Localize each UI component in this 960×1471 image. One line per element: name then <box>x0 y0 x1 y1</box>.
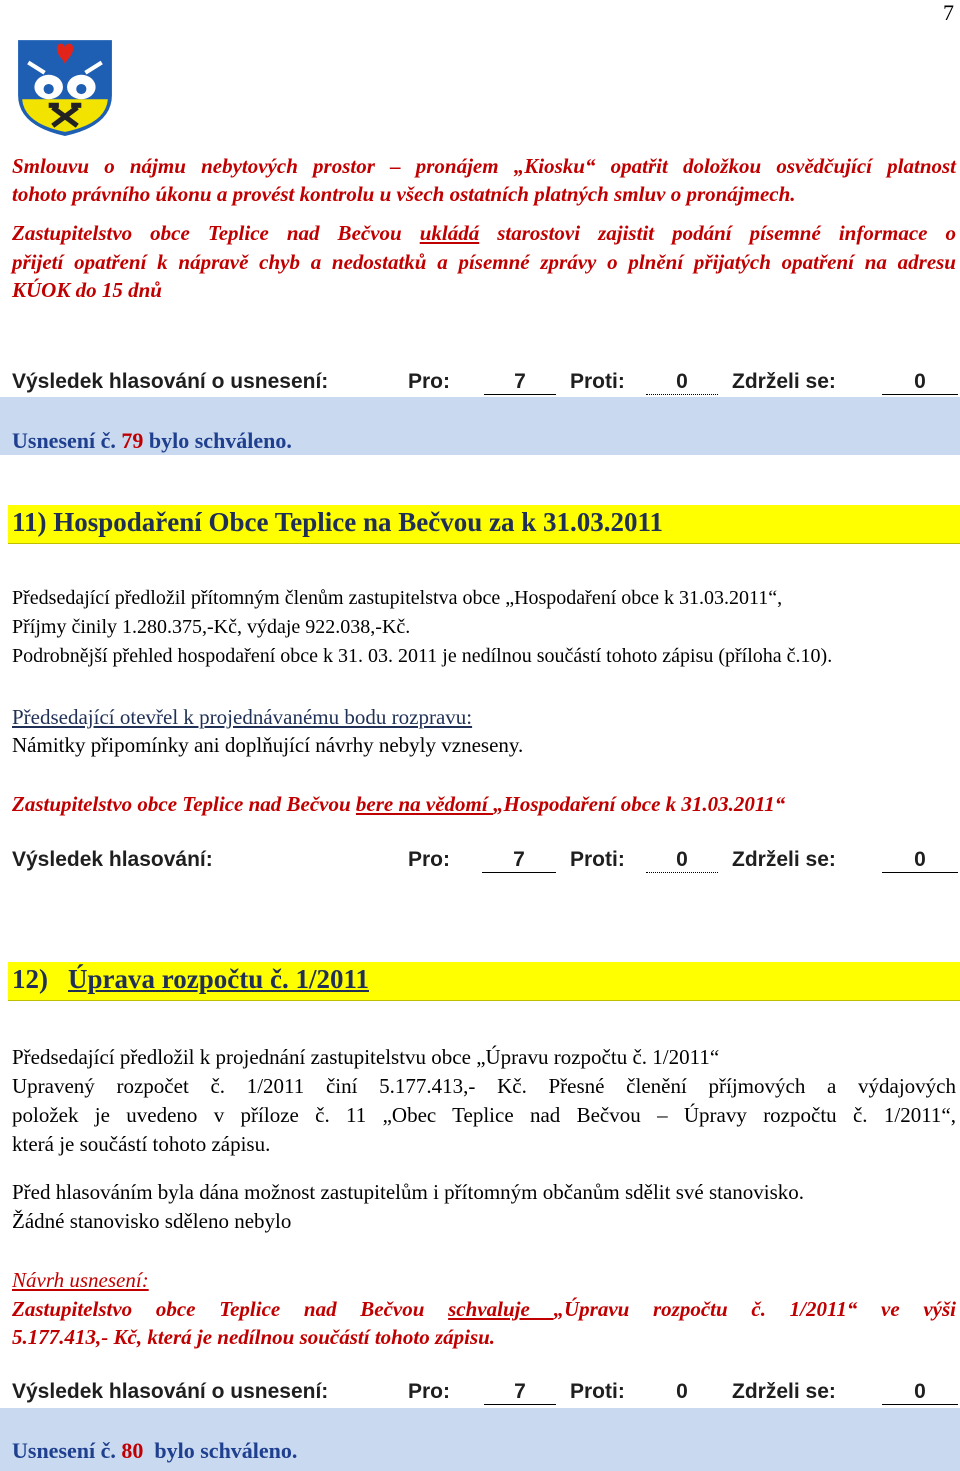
zdrzeli-count: 0 <box>882 848 958 873</box>
resolution-prefix: Usnesení č. <box>12 428 116 453</box>
zdrzeli-count: 0 <box>882 370 958 395</box>
decision-verb: bere na vědomí <box>355 792 493 816</box>
proti-label: Proti: <box>570 848 625 871</box>
pro-count: 7 <box>482 848 556 873</box>
resolution-suffix: bylo schváleno. <box>154 1438 298 1463</box>
zdrzeli-label: Zdrželi se: <box>732 1380 836 1403</box>
proposal-heading: Návrh usnesení: <box>12 1268 149 1292</box>
section-12-heading <box>12 964 369 995</box>
decision-object: „Hospodaření obce k 31.03.2011“ <box>492 792 786 816</box>
proposal-verb: schvaluje <box>448 1297 554 1321</box>
pro-label: Pro: <box>408 370 450 393</box>
resolution-79 <box>12 428 292 454</box>
proti-count: 0 <box>676 1380 688 1403</box>
zdrzeli-label: Zdrželi se: <box>732 370 836 393</box>
section-12-title: Úprava rozpočtu č. 1/2011 <box>68 964 369 994</box>
proposal-line-2: 5.177.413,- Kč, která je nedílnou součástí tohoto zápisu. <box>12 1325 496 1349</box>
vote-result-2 <box>12 848 958 878</box>
resolution-prefix: Usnesení č. <box>12 1438 116 1463</box>
resolution-80 <box>12 1438 297 1464</box>
pro-count: 7 <box>484 1380 556 1405</box>
section-12-line-2: Upravený rozpočet č. 1/2011 činí 5.177.413,- Kč. Přesné členění příjmových a výdajových <box>12 1074 956 1098</box>
proti-label: Proti: <box>570 1380 625 1403</box>
discussion-heading: Předsedající otevřel k projednávanému bodu rozpravu: <box>12 705 473 729</box>
page-number: 7 <box>943 0 954 25</box>
pro-label: Pro: <box>408 1380 450 1403</box>
section-11-heading: 11) Hospodaření Obce Teplice na Bečvou za k 31.03.2011 <box>12 507 664 537</box>
task-line-2: přijetí opatření k nápravě chyb a nedostatků a písemné zprávy o plnění přijatých opatření na adresu <box>12 250 956 274</box>
intro-line-1: Smlouvu o nájmu nebytových prostor – pronájem „Kiosku“ opatřit doložkou osvědčující platnost <box>12 154 956 178</box>
vote-label: Výsledek hlasování o usnesení: <box>12 370 329 393</box>
section-12-number: 12) <box>12 964 48 994</box>
proposal-text: Zastupitelstvo obce Teplice nad Bečvou <box>12 1297 449 1321</box>
pro-label: Pro: <box>408 848 450 871</box>
proposal-line-1 <box>12 1295 956 1324</box>
proti-count: 0 <box>646 848 718 873</box>
proti-count: 0 <box>646 370 718 395</box>
intro-line-2: tohoto právního úkonu a provést kontrolu u všech ostatních platných smluv o pronájmech. <box>12 182 796 206</box>
resolution-number: 80 <box>121 1438 144 1463</box>
proposal-object: „Úpravu rozpočtu č. 1/2011“ ve výši <box>553 1297 956 1321</box>
zdrzeli-count: 0 <box>882 1380 958 1405</box>
vote-result-1 <box>12 370 958 400</box>
municipal-coat-of-arms-icon <box>14 36 116 138</box>
decision-text: Zastupitelstvo obce Teplice nad Bečvou <box>12 792 356 816</box>
zdrzeli-label: Zdrželi se: <box>732 848 836 871</box>
vote-label: Výsledek hlasování: <box>12 848 213 871</box>
resolution-number: 79 <box>121 428 144 453</box>
section-12-p2-line-2: Žádné stanovisko sděleno nebylo <box>12 1209 292 1233</box>
pro-count: 7 <box>484 370 556 395</box>
discussion-text: Námitky připomínky ani doplňující návrhy nebyly vzneseny. <box>12 733 524 757</box>
task-text-b: starostovi zajistit podání písemné informace o <box>479 221 956 245</box>
resolution-suffix: bylo schváleno. <box>148 428 292 453</box>
section-11-decision <box>12 790 956 819</box>
section-11-line-3: Podrobnější přehled hospodaření obce k 31. 03. 2011 je nedílnou součástí tohoto zápisu (příloha č.10). <box>12 645 833 667</box>
vote-label: Výsledek hlasování o usnesení: <box>12 1380 329 1403</box>
task-line-3: KÚOK do 15 dnů <box>12 278 162 302</box>
task-line-1 <box>12 219 956 248</box>
proti-label: Proti: <box>570 370 625 393</box>
section-12-p2-line-1: Před hlasováním byla dána možnost zastupitelům i přítomným občanům sdělit své stanovisko. <box>12 1180 805 1204</box>
section-12-line-1: Předsedající předložil k projednání zastupitelstvu obce „Úpravu rozpočtu č. 1/2011“ <box>12 1045 720 1069</box>
section-12-line-4: která je součástí tohoto zápisu. <box>12 1132 271 1156</box>
section-12-line-3: položek je uvedeno v příloze č. 11 „Obec Teplice nad Bečvou – Úpravy rozpočtu č. 1/2011“, <box>12 1103 956 1127</box>
task-text: Zastupitelstvo obce Teplice nad Bečvou <box>12 221 420 245</box>
section-11-line-2: Příjmy činily 1.280.375,-Kč, výdaje 922.038,-Kč. <box>12 616 411 638</box>
section-11-line-1: Předsedající předložil přítomným členům zastupitelstva obce „Hospodaření obce k 31.03.2011“, <box>12 587 783 609</box>
task-verb: ukládá <box>419 221 480 245</box>
vote-result-3 <box>12 1380 958 1410</box>
